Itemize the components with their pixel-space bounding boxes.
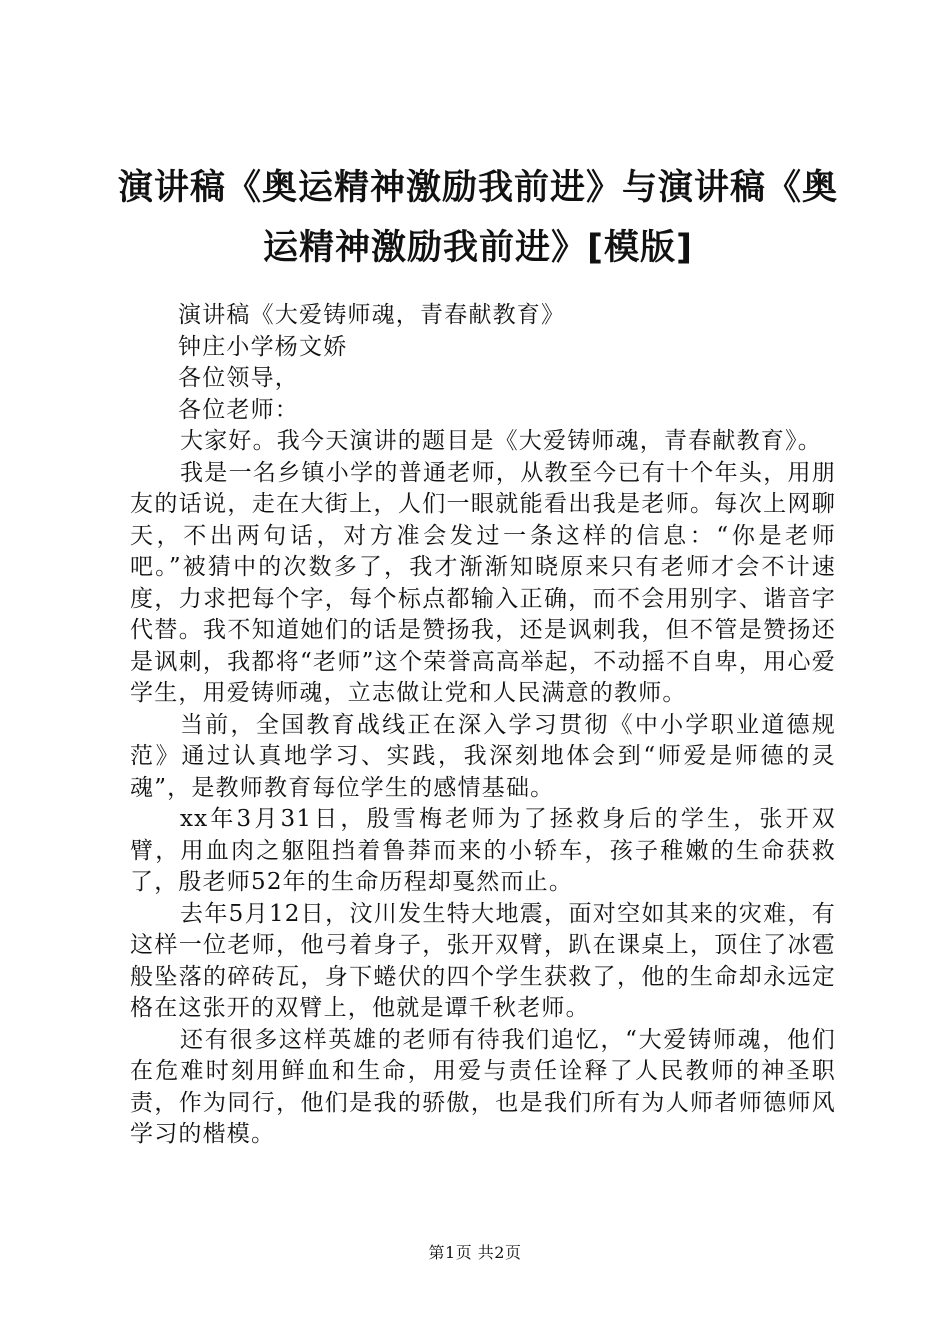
page-number-footer: 第1页 共2页 — [428, 1243, 522, 1262]
document-title: 演讲稿《奥运精神激励我前进》与演讲稿《奥运精神激励我前进》[模版] — [118, 168, 839, 268]
paragraph-body: 我是一名乡镇小学的普通老师，从教至今已有十个年头，用朋友的话说，走在大街上，人们一眼就能看出我是老师。每次上网聊天，不出两句话，对方准会发过一条这样的信息：“你是老师吧。”被猜中的次数多了，我才渐渐知晓原来只有老师才会不计速度，力求把每个字，每个标点都输入正确，而不会用别字、谐音字代替。我不知道她们的话是赞扬我，还是讽刺我，但不管是赞扬还是讽刺，我都将“老师”这个荣誉高高举起，不动摇不自卑，用心爱学生，用爱铸师魂，立志做让党和人民满意的教师。 — [130, 459, 836, 706]
paragraph-greeting: 大家好。我今天演讲的题目是《大爱铸师魂，青春献教育》。 — [180, 428, 822, 454]
paragraph-salutation-leaders: 各位领导， — [178, 365, 299, 391]
paragraph-speech-title: 演讲稿《大爱铸师魂，青春献教育》 — [178, 302, 566, 328]
paragraph-body: 还有很多这样英雄的老师有待我们追忆，“大爱铸师魂，他们在危难时刻用鲜血和生命，用爱与责任诠释了人民教师的神圣职责，作为同行，他们是我的骄傲，也是我们所有为人师者师德师风学习的楷模。 — [130, 1026, 836, 1147]
paragraph-author: 钟庄小学杨文娇 — [178, 333, 348, 360]
document-body — [130, 300, 836, 1151]
paragraph-body: 当前，全国教育战线正在深入学习贯彻《中小学职业道德规范》通过认真地学习、实践，我深刻地体会到“师爱是师德的灵魂”，是教师教育每位学生的感情基础。 — [130, 711, 836, 801]
paragraph-salutation-teachers: 各位老师： — [178, 396, 299, 423]
paragraph-body: 去年5月12日，汶川发生特大地震，面对空如其来的灾难，有这样一位老师，他弓着身子，张开双臂，趴在课桌上，顶住了冰雹般坠落的碎砖瓦，身下蜷伏的四个学生获救了，他的生命却永远定格在这张开的双臂上，他就是谭千秋老师。 — [130, 900, 836, 1021]
paragraph-body: xx年3月31日，殷雪梅老师为了拯救身后的学生，张开双臂，用血肉之躯阻挡着鲁莽而来的小轿车，孩子稚嫩的生命获救了，殷老师52年的生命历程却戛然而止。 — [130, 806, 836, 895]
